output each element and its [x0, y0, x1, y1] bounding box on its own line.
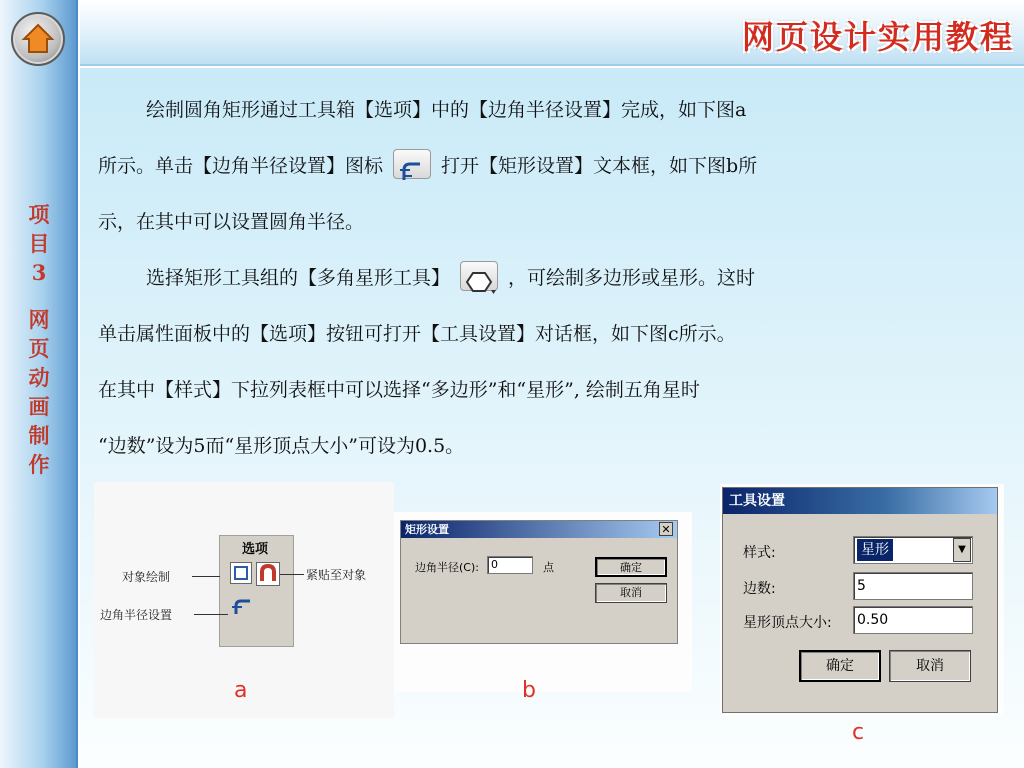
text-line: 在其中【样式】下拉列表框中可以选择“多边形”和“星形”, 绘制五角星时 — [98, 379, 700, 401]
style-label: 样式: — [743, 545, 776, 561]
title-char: 项 — [28, 202, 50, 227]
body-text — [98, 82, 968, 474]
paragraph — [98, 194, 968, 250]
figure-caption: b — [522, 678, 536, 703]
vertex-size-label: 星形顶点大小: — [743, 615, 832, 631]
title-char: 网 — [28, 307, 50, 332]
tool-settings-dialog — [722, 487, 998, 713]
paragraph — [98, 138, 968, 194]
text-line: 选择矩形工具组的【多角星形工具】 — [146, 267, 451, 289]
vertex-size-input[interactable]: 0.50 — [853, 606, 973, 634]
text-line: 绘制圆角矩形通过工具箱【选项】中的【边角半径设置】完成，如下图a — [146, 99, 747, 121]
style-select-value: 星形 — [857, 539, 893, 561]
options-panel — [219, 535, 294, 647]
object-drawing-icon[interactable] — [230, 562, 252, 584]
figure-a — [94, 482, 394, 718]
snap-label: 紧贴至对象 — [306, 568, 367, 582]
cancel-button[interactable]: 取消 — [595, 583, 667, 603]
text-line: ，可绘制多边形或星形。这时 — [508, 267, 756, 289]
title-char: 目 — [28, 231, 50, 256]
options-title: 选项 — [242, 542, 269, 557]
home-icon[interactable] — [11, 12, 65, 66]
paragraph — [98, 82, 968, 138]
title-char: 3 — [31, 260, 47, 285]
polystar-tool-icon — [460, 261, 498, 291]
text-line: 打开【矩形设置】文本框，如下图b所 — [441, 155, 758, 177]
paragraph — [98, 306, 968, 362]
leader-line — [280, 574, 304, 575]
object-drawing-label: 对象绘制 — [122, 570, 171, 584]
rect-settings-dialog — [400, 520, 678, 644]
title-char: 作 — [28, 452, 50, 477]
sides-label: 边数: — [743, 581, 776, 597]
paragraph — [98, 418, 968, 474]
figure-b — [394, 512, 692, 703]
dialog-title: 工具设置 — [723, 488, 997, 514]
unit-label: 点 — [543, 561, 554, 574]
leader-line — [192, 576, 220, 577]
dialog-titlebar — [401, 521, 677, 538]
title-char: 页 — [28, 336, 50, 361]
text-line: 示，在其中可以设置圆角半径。 — [98, 211, 365, 233]
corner-radius-icon — [393, 149, 431, 179]
chevron-down-icon[interactable]: ▼ — [953, 538, 971, 562]
sides-input[interactable]: 5 — [853, 572, 973, 600]
leader-line — [194, 614, 228, 615]
figure-caption: c — [852, 720, 865, 745]
radius-label: 边角半径(C): — [415, 561, 479, 574]
radius-input[interactable]: 0 — [487, 556, 533, 574]
snap-to-objects-icon[interactable] — [256, 562, 280, 586]
dialog-title: 矩形设置 — [405, 523, 449, 536]
text-line: 所示。单击【边角半径设置】图标 — [98, 155, 384, 177]
paragraph — [98, 250, 968, 306]
corner-radius-label: 边角半径设置 — [100, 608, 173, 622]
ok-button[interactable]: 确定 — [799, 650, 881, 682]
figure-caption: a — [234, 678, 248, 703]
style-select[interactable] — [853, 536, 973, 564]
paragraph — [98, 362, 968, 418]
slide-content — [80, 68, 1024, 768]
cancel-button[interactable]: 取消 — [889, 650, 971, 682]
text-line: “边数”设为5而“星形顶点大小”可设为0.5。 — [98, 435, 465, 457]
title-char: 动 — [28, 365, 50, 390]
brand-title: 网页设计实用教程 — [741, 18, 1014, 56]
corner-radius-icon[interactable] — [230, 596, 252, 616]
header-bar — [80, 0, 1024, 66]
text-line: 单击属性面板中的【选项】按钮可打开【工具设置】对话框，如下图c所示。 — [98, 323, 736, 345]
title-char: 画 — [28, 394, 50, 419]
close-icon[interactable]: ✕ — [659, 522, 673, 536]
ok-button[interactable]: 确定 — [595, 557, 667, 577]
title-spacer — [24, 287, 54, 305]
vertical-chapter-title — [24, 200, 54, 479]
figure-c — [720, 484, 1004, 745]
title-char: 制 — [28, 423, 50, 448]
sidebar — [0, 0, 78, 768]
